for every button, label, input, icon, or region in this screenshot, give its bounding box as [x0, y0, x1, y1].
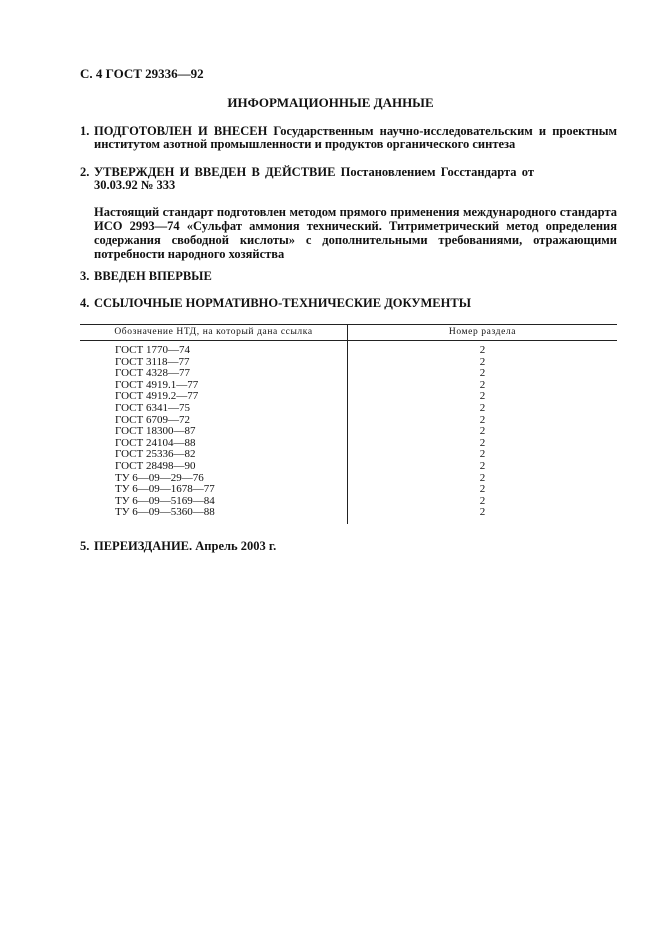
- section-number: 2: [479, 483, 486, 496]
- item-lead: ВВЕДЕН ВПЕРВЫЕ: [94, 269, 212, 283]
- table-body: [80, 345, 617, 519]
- section-number: 2: [479, 448, 486, 461]
- section-number: 2: [479, 471, 486, 484]
- item-number: 5.: [80, 539, 90, 553]
- table-header-section: Номер раздела: [448, 327, 517, 337]
- table-row: [80, 461, 617, 473]
- document-designation: ТУ 6—09—5360—88: [115, 506, 215, 519]
- section-number: 2: [479, 459, 486, 472]
- document-designation: ТУ 6—09—1678—77: [115, 483, 215, 496]
- section-number: 2: [479, 401, 486, 414]
- document-designation: ГОСТ 4328—77: [115, 367, 190, 380]
- table-row: [80, 484, 617, 496]
- info-item-3: [80, 270, 617, 283]
- item-text: Апрель 2003 г.: [192, 539, 277, 553]
- table-row: [80, 507, 617, 519]
- document-designation: ГОСТ 6341—75: [115, 401, 190, 414]
- section-number: 2: [479, 436, 486, 449]
- item-lead: ПЕРЕИЗДАНИЕ.: [94, 539, 193, 553]
- document-designation: ТУ 6—09—29—76: [115, 471, 204, 484]
- item-lead: ПОДГОТОВЛЕН И ВНЕСЕН: [94, 124, 268, 138]
- table-header-rule: [80, 340, 617, 341]
- section-number: 2: [479, 425, 486, 438]
- item-number: 3.: [80, 269, 90, 283]
- standard-note: Настоящий стандарт подготовлен методом прямого применения международного стандарта ИСО 2993—74 «Сульфат аммония технический. Титриметрический метод определения содержания свободной кислоты» с дополнительными требованиями, отражающими потребности народного хозяйства: [94, 205, 617, 261]
- section-number: 2: [479, 506, 486, 519]
- document-designation: ГОСТ 4919.1—77: [115, 378, 199, 391]
- document-designation: ГОСТ 4919.2—77: [115, 390, 199, 403]
- document-designation: ГОСТ 1770—74: [115, 344, 190, 356]
- document-designation: ТУ 6—09—5169—84: [115, 494, 215, 507]
- item-lead: УТВЕРЖДЕН И ВВЕДЕН В ДЕЙСТВИЕ: [94, 165, 336, 179]
- section-number: 2: [479, 367, 486, 380]
- section-number: 2: [479, 344, 486, 356]
- document-designation: ГОСТ 28498—90: [115, 459, 196, 472]
- info-item-2: [80, 166, 617, 192]
- section-number: 2: [479, 413, 486, 426]
- section-number: 2: [479, 494, 486, 507]
- item-number: 4.: [80, 296, 90, 310]
- document-designation: ГОСТ 6709—72: [115, 413, 190, 426]
- table-row: [80, 345, 617, 357]
- table-row: [80, 426, 617, 438]
- table-header-document: Обозначение НТД, на который дана ссылка: [114, 327, 313, 337]
- item-text: Государственным научно-исследовательским и проектным институтом азотной промышленности и продуктов органического синтеза: [94, 124, 617, 151]
- section-number: 2: [479, 378, 486, 391]
- info-item-5: [80, 540, 617, 553]
- section-number: 2: [479, 355, 486, 368]
- item-number: 2.: [80, 165, 90, 179]
- item-lead: ССЫЛОЧНЫЕ НОРМАТИВНО-ТЕХНИЧЕСКИЕ ДОКУМЕНТЫ: [94, 296, 471, 310]
- table-top-rule: [80, 324, 617, 325]
- document-designation: ГОСТ 3118—77: [115, 355, 190, 368]
- section-number: 2: [479, 390, 486, 403]
- info-item-4: [80, 297, 617, 310]
- document-designation: ГОСТ 18300—87: [115, 425, 196, 438]
- document-designation: ГОСТ 25336—82: [115, 448, 196, 461]
- table-row: [80, 403, 617, 415]
- info-item-1: [80, 125, 617, 151]
- item-number: 1.: [80, 124, 90, 138]
- section-title: ИНФОРМАЦИОННЫЕ ДАННЫЕ: [227, 95, 434, 110]
- document-designation: ГОСТ 24104—88: [115, 436, 196, 449]
- page-header: С. 4 ГОСТ 29336—92: [80, 66, 204, 81]
- item-text: Постановлением Госстандарта от 30.03.92 № 333: [94, 165, 534, 192]
